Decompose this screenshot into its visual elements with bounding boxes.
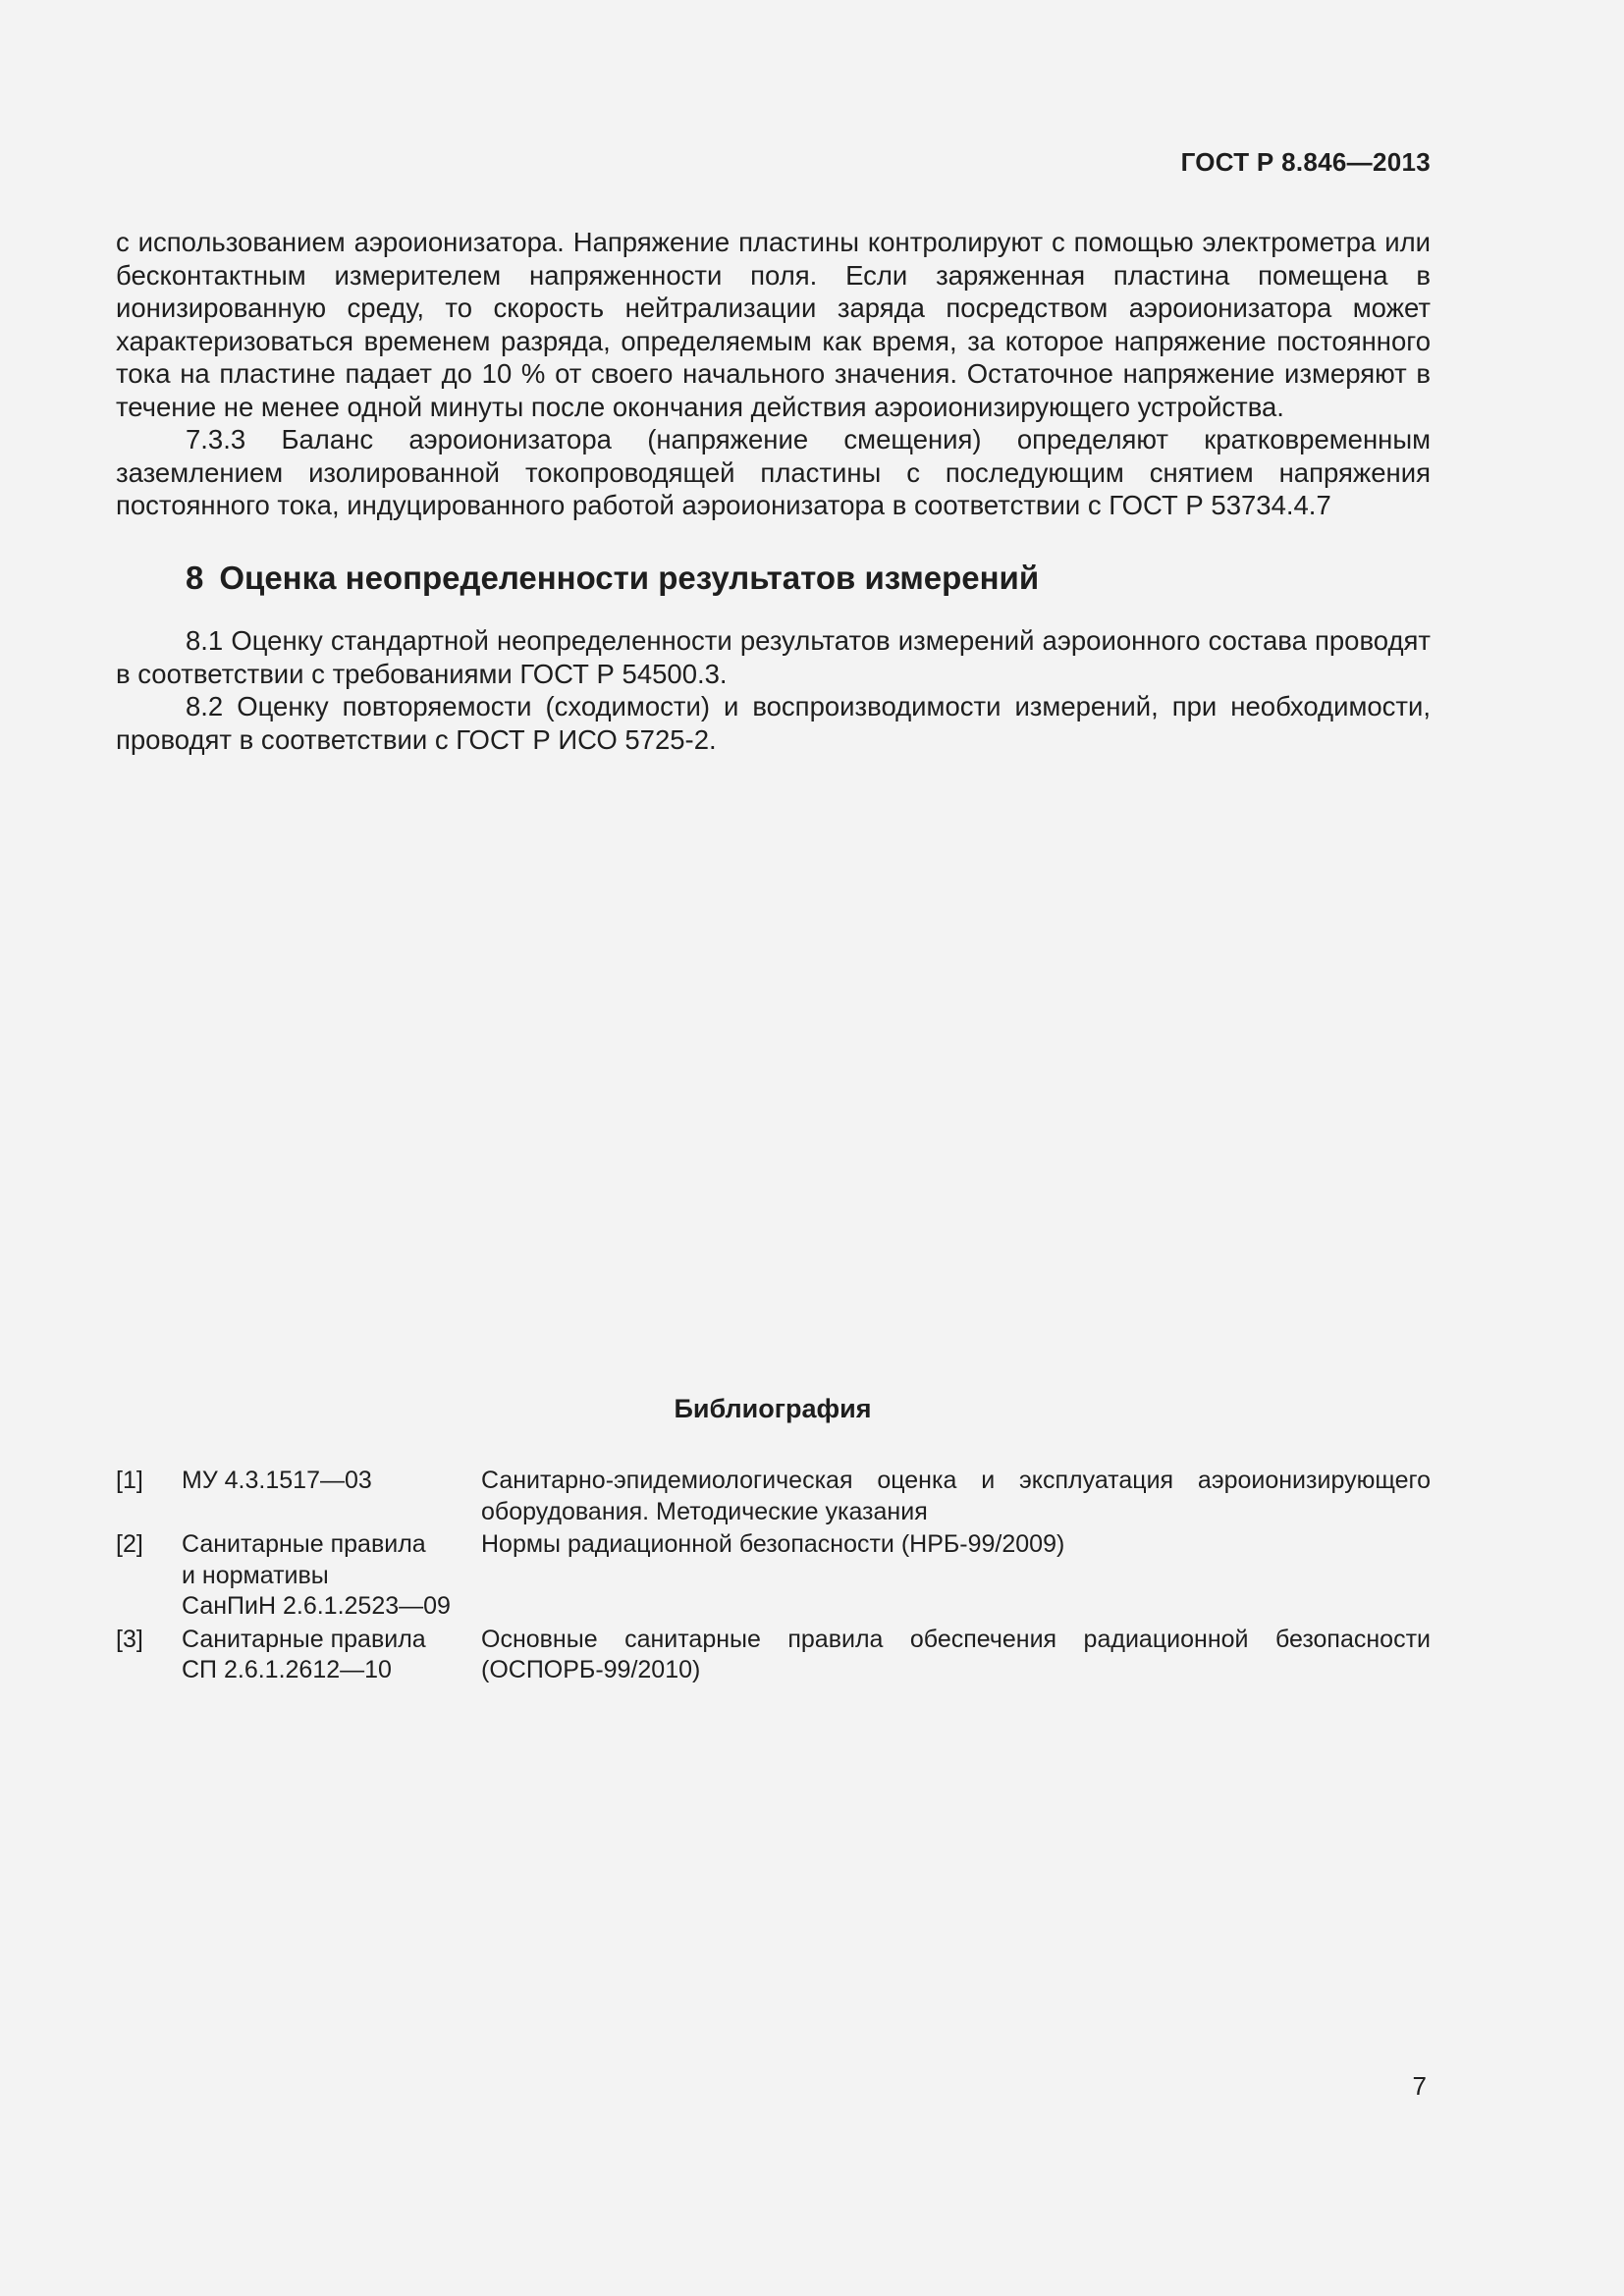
bibliography-entry — [116, 1625, 1431, 1686]
clause-8-2-paragraph: 8.2 Оценку повторяемости (сходимости) и воспроизводимости измерений, при необходимости, проводят в соответствии с ГОСТ Р ИСО 5725-2. — [116, 691, 1431, 755]
section-number: 8 — [186, 560, 204, 596]
reference-line: МУ 4.3.1517—03 — [182, 1467, 372, 1494]
bibliography-list — [116, 1466, 1431, 1688]
section-title: Оценка неопределенности результатов измерений — [219, 560, 1040, 596]
section-8-body — [116, 624, 1431, 756]
bibliography-entry — [116, 1529, 1431, 1623]
reference-line: СП 2.6.1.2612—10 — [182, 1656, 392, 1683]
page-number: 7 — [1412, 2071, 1427, 2101]
bibliography-entry-text: Нормы радиационной безопасности (НРБ-99/2009) — [481, 1530, 1065, 1558]
reference-line: Санитарные правила — [182, 1625, 426, 1653]
reference-line: и нормативы — [182, 1561, 329, 1589]
bibliography-entry — [116, 1466, 1431, 1527]
reference-line: СанПиН 2.6.1.2523—09 — [182, 1592, 451, 1620]
bibliography-entry-text: Основные санитарные правила обеспечения радиационной безопасности (ОСПОРБ-99/2010) — [481, 1625, 1431, 1683]
clause-8-1-paragraph: 8.1 Оценку стандартной неопределенности результатов измерений аэроионного состава проводят в соответствии с требованиями ГОСТ Р 54500.3. — [116, 625, 1431, 689]
bibliography-entry-number: [2] — [116, 1530, 143, 1558]
bibliography-entry-text: Санитарно-эпидемиологическая оценка и эксплуатация аэроионизирующего оборудования. Методические указания — [481, 1467, 1431, 1525]
bibliography-title: Библиография — [674, 1394, 872, 1423]
bibliography-entry-number: [3] — [116, 1625, 143, 1653]
bibliography-entry-reference — [182, 1529, 481, 1623]
bibliography-entry-reference — [182, 1625, 481, 1686]
body-text-block — [116, 226, 1431, 522]
bibliography-entry-number: [1] — [116, 1467, 143, 1494]
bibliography-entry-reference — [182, 1466, 481, 1527]
clause-7-3-3-paragraph: 7.3.3 Баланс аэроионизатора (напряжение смещения) определяют кратковременным заземлением изолированной токопроводящей пластины с последующим снятием напряжения постоянного тока, индуцированного работой аэроионизатора в соответствии с ГОСТ Р 53734.4.7 — [116, 424, 1431, 520]
intro-paragraph: с использованием аэроионизатора. Напряжение пластины контролируют с помощью электрометра или бесконтактным измерителем напряженности поля. Если заряженная пластина помещена в ионизированную среду, то скорость нейтрализации заряда посредством аэроионизатора может характеризоваться временем разряда, определяемым как время, за которое напряжение постоянного тока на пластине падает до 10 % от своего начального значения. Остаточное напряжение измеряют в течение не менее одной минуты после окончания действия аэроионизирующего устройства. — [116, 227, 1431, 422]
section-8-heading — [186, 560, 1039, 597]
reference-line: Санитарные правила — [182, 1530, 426, 1558]
document-code: ГОСТ Р 8.846—2013 — [1180, 147, 1431, 177]
